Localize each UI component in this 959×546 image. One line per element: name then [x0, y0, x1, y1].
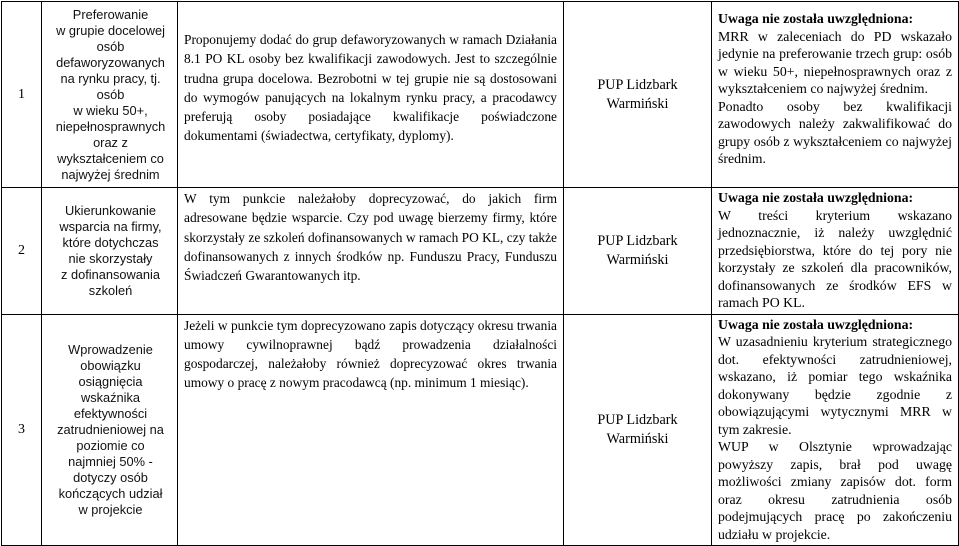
response-header: Uwaga nie została uwzględniona:	[718, 11, 914, 26]
criterion-text: Wprowadzenie obowiązku osiągnięcia wskaźnika efektywności zatrudnieniowej na poziomie co najmniej 50% - dotyczy osób kończących udział w projekcie	[57, 341, 164, 517]
response-cell	[712, 314, 959, 546]
institution-cell	[564, 2, 712, 188]
response-cell	[712, 2, 959, 188]
proposal-cell	[178, 314, 564, 546]
table-row	[2, 314, 959, 546]
institution-text: PUP Lidzbark Warmiński	[597, 76, 678, 112]
institution-text: PUP Lidzbark Warmiński	[597, 411, 678, 447]
table-row	[2, 2, 959, 188]
response-paragraph: Ponadto osoby bez kwalifikacji zawodowych należy zakwalifikować do grupy osób z wykształceniem co najwyżej średnim.	[718, 98, 952, 166]
response-header: Uwaga nie została uwzględniona:	[718, 316, 914, 332]
row-number: 1	[2, 2, 42, 188]
criterion-cell	[42, 314, 178, 546]
institution-cell	[564, 188, 712, 315]
proposal-text: Proponujemy dodać do grup defaworyzowanych w ramach Działania 8.1 PO KL osoby bez kwalifikacji zawodowych. Jest to szczególnie trudna grupa docelowa. Bezrobotni w tej grupie nie są dostosowani do wymogów panujących na lokalnym rynku pracy, a pracodawcy preferują osoby posiadające kwalifikacje poświadczone dokumentami (świadectwa, certyfikaty, dyplomy).	[184, 32, 557, 144]
response-header: Uwaga nie została uwzględniona:	[718, 190, 914, 205]
proposal-cell	[178, 188, 564, 315]
criterion-text: Ukierunkowanie wsparcia na firmy, które dotychczas nie skorzystały z dofinansowania szkoleń	[59, 202, 162, 298]
row-number: 2	[2, 188, 42, 315]
criterion-cell	[42, 188, 178, 315]
table-row	[2, 188, 959, 315]
row-number: 3	[2, 314, 42, 546]
criterion-text: Preferowanie w grupie docelowej osób defaworyzowanych na rynku pracy, tj. osób w wieku 50+, niepełnosprawnych oraz z wykształceniem co najwyżej średnim	[55, 6, 166, 182]
institution-text: PUP Lidzbark Warmiński	[597, 232, 678, 268]
response-cell	[712, 188, 959, 315]
response-paragraph: MRR w zaleceniach do PD wskazało jedynie na preferowanie trzech grup: osób w wieku 50+, niepełnosprawnych oraz z wykształceniem co najwyżej średnim.	[718, 28, 952, 96]
proposal-cell	[178, 2, 564, 188]
institution-cell	[564, 314, 712, 546]
response-paragraph: WUP w Olsztynie wprowadzając powyższy zapis, brał pod uwagę możliwości zmiany zapisów dot. form oraz okresu zatrudnienia osób podejmujących pracę po zakończeniu udziału w projekcie.	[718, 439, 952, 542]
response-paragraph: W uzasadnieniu kryterium strategicznego dot. efektywności zatrudnieniowej, wskazano, iż pomiar tego wskaźnika dokonywany będzie zgodnie z obowiązującymi wytycznymi MRR w tym zakresie.	[718, 334, 952, 437]
proposal-text: Jeżeli w punkcie tym doprecyzowano zapis dotyczący okresu trwania umowy cywilnoprawnej bądź prowadzenia działalności gospodarczej, należałoby również doprecyzować okres trwania umowy o pracę z nowym pracodawcą (np. minimum 1 miesiąc).	[184, 317, 557, 391]
comments-table	[1, 1, 959, 546]
criterion-cell	[42, 2, 178, 188]
proposal-text: W tym punkcie należałoby doprecyzować, do jakich firm adresowane będzie wsparcie. Czy pod uwagę bierzemy firmy, które skorzystały ze szkoleń dofinansowanych w ramach PO KL, czy także dofinansowanych z innych środków np. Funduszu Pracy, Funduszu Świadczeń Gwarantowanych itp.	[184, 191, 557, 284]
response-paragraph: W treści kryterium wskazano jednoznacznie, iż należy uwzględnić przedsiębiorstwa, które do tej pory nie korzystały ze szkoleń dla pracowników, dofinansowanych ze środków EFS w ramach PO KL.	[718, 207, 952, 310]
